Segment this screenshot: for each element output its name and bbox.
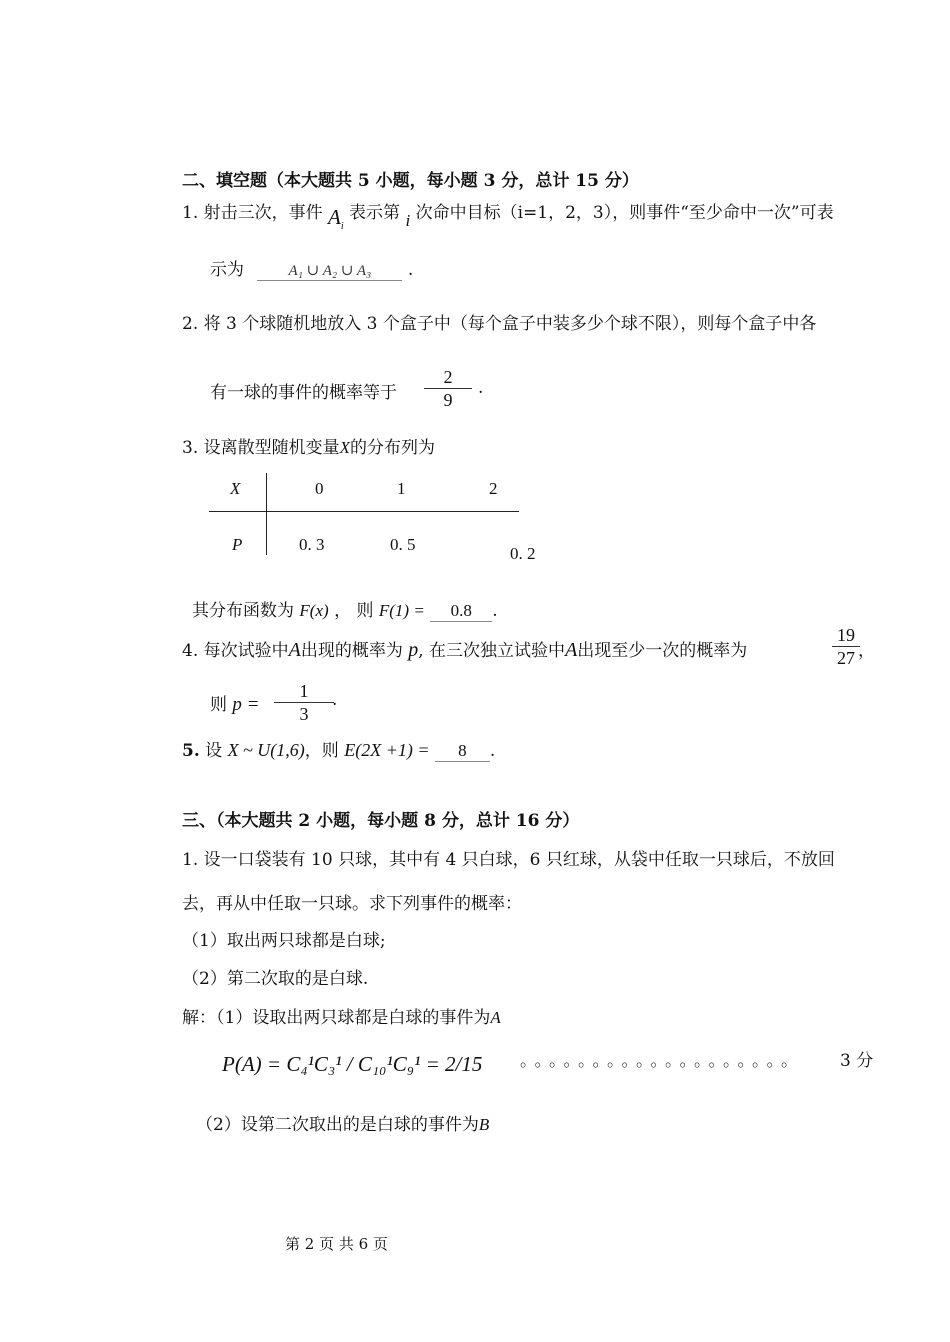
q4-answer-den: 3: [299, 704, 309, 724]
q5-expr2: E(2X +1) =: [344, 740, 430, 760]
q4-comma: ，: [858, 641, 875, 661]
q5-text1: 设: [205, 741, 223, 761]
q1-event-sub: i: [340, 221, 344, 232]
q4-line2-eq: p =: [232, 694, 260, 715]
q1-prefix: 1. 射击三次，事件: [182, 203, 323, 223]
question-4-line-1: [182, 636, 747, 662]
problem-1-part-1: （1）取出两只球都是白球;: [182, 931, 386, 951]
q4-answer-bar: [274, 702, 334, 703]
table-p-value-2: 0. 2: [510, 544, 536, 563]
q4-event: A: [288, 639, 301, 661]
q5-end: .: [489, 741, 496, 761]
table-p-value-1: 0. 5: [390, 535, 416, 554]
q3-answer: 0.8: [430, 601, 492, 622]
q5-prefix: 5.: [182, 741, 200, 761]
score-label: 3 分: [840, 1051, 874, 1071]
q3-dist-fx: F(x): [299, 601, 329, 620]
question-4-line-2: [210, 690, 259, 716]
q5-text2: ，则: [304, 741, 339, 761]
q1-end: .: [407, 260, 414, 280]
q4-mid3: 出现至少一次的概率为: [577, 641, 748, 661]
q1-event: A: [328, 205, 341, 229]
q4-answer-num: 1: [299, 681, 309, 701]
q3-text-b: 的分布列为: [350, 438, 436, 458]
question-1-line-2: [210, 255, 413, 281]
q4-prefix: 4. 每次试验中: [182, 641, 289, 661]
q1-answer: A₁ ∪ A₂ ∪ A₃: [257, 261, 402, 281]
q2-fraction-bar: [424, 388, 472, 389]
q4-mid2: , 在三次独立试验中: [418, 641, 566, 661]
solution-2-var: B: [478, 1115, 490, 1134]
q5-expr: X ~ U(1,6): [227, 740, 305, 760]
q4-event-2: A: [565, 639, 578, 661]
q5-answer: 8: [435, 741, 490, 762]
q4-prob-bar: [832, 646, 860, 647]
section-2-heading: 二、填空题（本大题共 5 小题，每小题 3 分，总计 15 分）: [182, 171, 639, 191]
q4-end: .: [332, 690, 338, 710]
solution-1-text: 解：（1）设取出两只球都是白球的事件为: [182, 1008, 491, 1028]
solution-2-intro: [196, 1110, 489, 1135]
table-vertical-rule: [266, 473, 267, 555]
question-2-line-2: 有一球的事件的概率等于: [210, 383, 397, 403]
section-3-heading: 三、（本大题共 2 小题，每小题 8 分，总计 16 分）: [182, 811, 580, 831]
table-horizontal-rule: [209, 511, 519, 512]
q3-dist-f1: F(1) =: [378, 601, 425, 620]
table-x-label: X: [230, 479, 241, 498]
table-x-value-0: 0: [315, 479, 324, 498]
question-3-line-2: [192, 596, 498, 622]
question-1-line-1: [182, 198, 834, 232]
q4-answer-fraction: [274, 681, 334, 724]
q4-prob-fraction: [832, 625, 860, 668]
q3-text-a: 3. 设离散型随机变量: [182, 438, 340, 458]
solution-1-intro: [182, 1003, 501, 1028]
q2-answer-num: 2: [443, 367, 453, 387]
q1-mid2: 次命中目标（i=1，2，3），则事件“至少命中一次”可表: [415, 203, 834, 223]
problem-1-line-1: 1. 设一口袋装有 10 只球，其中有 4 只白球，6 只红球，从袋中任取一只球后，不放回: [182, 850, 835, 870]
q3-dist-b: ， 则: [334, 601, 374, 621]
q4-mid1: 出现的概率为: [300, 641, 403, 661]
q1-var-i: i: [405, 211, 411, 230]
q2-end: .: [478, 378, 484, 398]
solution-1-formula: P(A) = C₄¹C₃¹ / C₁₀¹C₉¹ = 2/15: [222, 1052, 483, 1076]
table-x-value-2: 2: [489, 479, 498, 498]
table-p-label: P: [232, 535, 243, 554]
solution-2-text: （2）设第二次取出的是白球的事件为: [196, 1115, 479, 1135]
solution-1-var: A: [490, 1008, 501, 1027]
q1-line2-prefix: 示为: [210, 260, 244, 280]
q1-mid1: 表示第: [349, 203, 401, 223]
table-p-value-0: 0. 3: [299, 535, 325, 554]
score-dots: 。。。。。。。。。。。。。。。。。。。: [520, 1051, 804, 1071]
q3-dist-a: 其分布函数为: [192, 601, 294, 621]
q3-end: .: [492, 601, 498, 621]
question-2-line-1: 2. 将 3 个球随机地放入 3 个盒子中（每个盒子中装多少个球不限），则每个盒子中各: [182, 314, 817, 334]
question-5: [182, 736, 495, 762]
q2-answer-den: 9: [443, 390, 453, 410]
table-x-value-1: 1: [397, 479, 406, 498]
q4-line2-prefix: 则: [210, 695, 227, 715]
q4-var-p: p: [408, 639, 419, 661]
page-footer: 第 2 页 共 6 页: [285, 1235, 388, 1253]
problem-1-line-2: 去，再从中任取一只球。求下列事件的概率：: [182, 894, 522, 914]
q3-var-x: X: [339, 438, 351, 457]
problem-1-part-2: （2）第二次取的是白球.: [182, 969, 369, 989]
q4-prob-den: 27: [837, 648, 855, 668]
q4-prob-num: 19: [837, 625, 855, 645]
q2-answer-fraction: [424, 367, 472, 410]
question-3-line-1: [182, 433, 435, 458]
